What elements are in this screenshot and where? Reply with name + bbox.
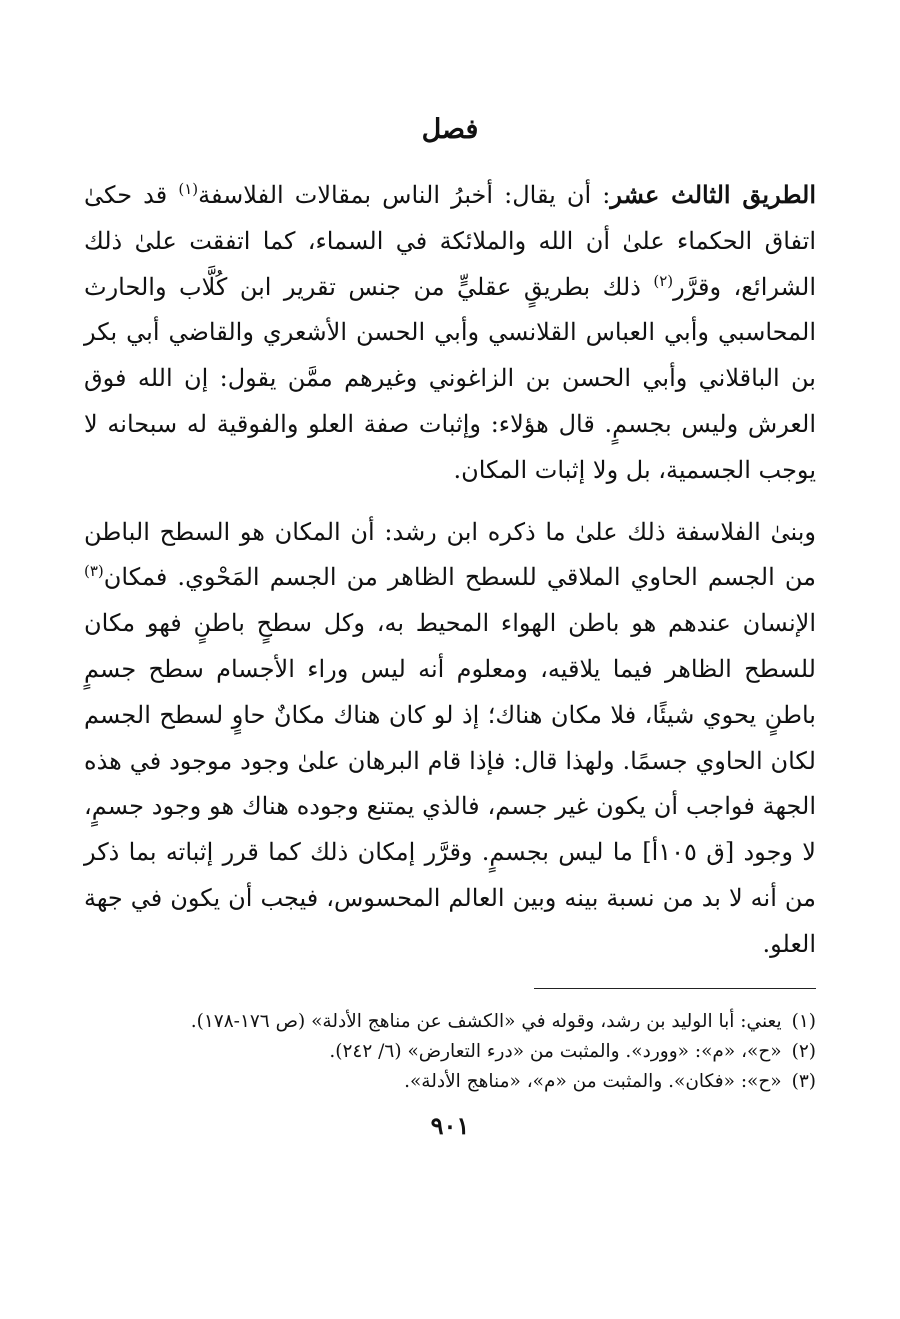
footnote-text: «ح»، «م»: «وورد». والمثبت من «درء التعارض» (٦/ ٢٤٢). — [329, 1040, 782, 1062]
paragraph-2-text-b: الإنسان عندهم هو باطن الهواء المحيط به، وكل سطحٍ باطنٍ فهو مكان للسطح الظاهر فيما يلاقيه، ومعلوم أنه ليس وراء الأجسام سطح جسمٍ باطنٍ يحوي شيئًا، فلا مكان هناك؛ إذ لو كان هناك مكانٌ حاوٍ لسطح الجسم لكان الحاوي جسمًا. ولهذا قال: فإذا قام البرهان علىٰ وجود موجود في هذه الجهة فواجب أن يكون غير جسم، فالذي يمتنع وجوده هناك هو وجود جسمٍ، لا وجود [ق ١٠٥أ] ما ليس بجسمٍ. وقرَّر إمكان ذلك كما قرر إثباته بما ذكر من أنه لا بد من نسبة بينه وبين العالم المحسوس، فيجب أن يكون في جهة العلو. — [84, 609, 816, 958]
paragraph-1-text-a: : أن يقال: أخبرُ الناس بمقالات الفلاسفة — [198, 181, 611, 209]
footnote-2 — [84, 1037, 816, 1067]
paragraph-1 — [84, 172, 816, 494]
paragraph-1-text-b: قد حكىٰ اتفاق الحكماء علىٰ أن الله والملائكة في السماء، كما اتفقت علىٰ ذلك الشرائع، وقرَّر — [84, 181, 816, 301]
footnote-number: (١) — [791, 1010, 816, 1032]
footnote-ref-2[interactable]: (٢) — [653, 271, 674, 290]
footnote-number: (٣) — [791, 1070, 816, 1092]
section-heading: فصل — [421, 114, 479, 145]
footnote-number: (٢) — [791, 1040, 816, 1062]
page-number: ٩٠١ — [430, 1110, 470, 1140]
footnote-text: «ح»: «فكان». والمثبت من «م»، «مناهج الأدلة». — [404, 1070, 782, 1092]
footnote-text: يعني: أبا الوليد بن رشد، وقوله في «الكشف عن مناهج الأدلة» (ص ١٧٦-١٧٨). — [190, 1010, 782, 1032]
paragraph-1-text-c: ذلك بطريقٍ عقليٍّ من جنس تقرير ابن كُلَّاب والحارث المحاسبي وأبي العباس القلانسي وأبي الحسن الأشعري والقاضي أبي بكر بن الباقلاني وأبي الحسن بن الزاغوني وغيرهم ممَّن يقول: إن الله فوق العرش وليس بجسمٍ. قال هؤلاء: وإثبات صفة العلو والفوقية له سبحانه لا يوجب الجسمية، بل ولا إثبات المكان. — [84, 272, 816, 484]
paragraph-1-lead: الطريق الثالث عشر — [610, 180, 816, 209]
footnote-ref-1[interactable]: (١) — [178, 180, 199, 198]
paragraph-2 — [84, 510, 816, 968]
footnote-divider — [534, 988, 816, 989]
footnote-ref-3[interactable]: (٣) — [84, 562, 104, 581]
footnote-3 — [84, 1067, 816, 1097]
paragraph-2-text-a: وبنىٰ الفلاسفة ذلك علىٰ ما ذكره ابن رشد: أن المكان هو السطح الباطن من الجسم الحاوي الملاقي للسطح الظاهر من الجسم المَحْوي. فمكان — [84, 517, 816, 592]
footnotes — [84, 1007, 816, 1097]
footnote-1 — [84, 1007, 816, 1037]
